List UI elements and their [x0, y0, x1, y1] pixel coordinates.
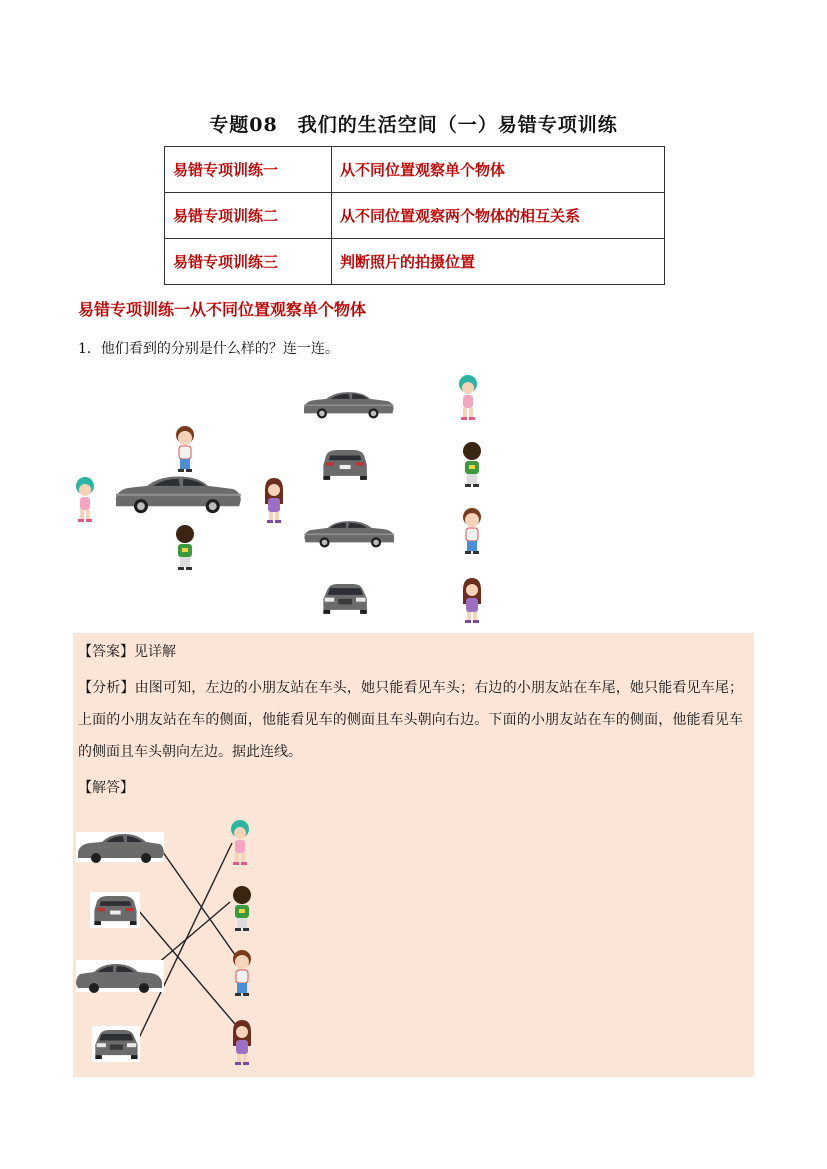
topic-name-cell: 易错专项训练二: [165, 193, 332, 239]
question-text: 1．他们看到的分别是什么样的？连一连。: [78, 341, 339, 357]
car-front-icon: [92, 1026, 140, 1062]
topic-desc-cell: 从不同位置观察两个物体的相互关系: [332, 193, 665, 239]
section-heading: 易错专项训练一从不同位置观察单个物体: [78, 300, 367, 319]
child-figure-icon: [233, 1020, 251, 1065]
car-side-left-icon: [76, 960, 164, 993]
child-figure-icon: [231, 820, 249, 865]
child-figure-icon: [233, 950, 251, 996]
car-side-right-icon: [76, 832, 164, 863]
answer-label: 【答案】见详解: [78, 644, 176, 660]
analysis-text: 【分析】由图可知，左边的小朋友站在车头，她只能看见车头；右边的小朋友站在车尾，她只能看见车尾；上面的小朋友站在车的侧面，他能看见车的侧面且车头朝向右边。下面的小朋友站在车的侧面，他能看见车的侧面且车头朝向左边。据此连线。: [78, 680, 743, 760]
topic-desc-cell: 从不同位置观察单个物体: [332, 147, 665, 193]
car-rear-icon: [90, 892, 140, 928]
topic-desc-cell: 判断照片的拍摄位置: [332, 239, 665, 285]
solution-label: 【解答】: [78, 780, 134, 796]
page-title: 专题08 我们的生活空间（一）易错专项训练: [209, 114, 618, 136]
topic-name-cell: 易错专项训练一: [165, 147, 332, 193]
topic-name-cell: 易错专项训练三: [165, 239, 332, 285]
child-figure-icon: [233, 886, 251, 931]
